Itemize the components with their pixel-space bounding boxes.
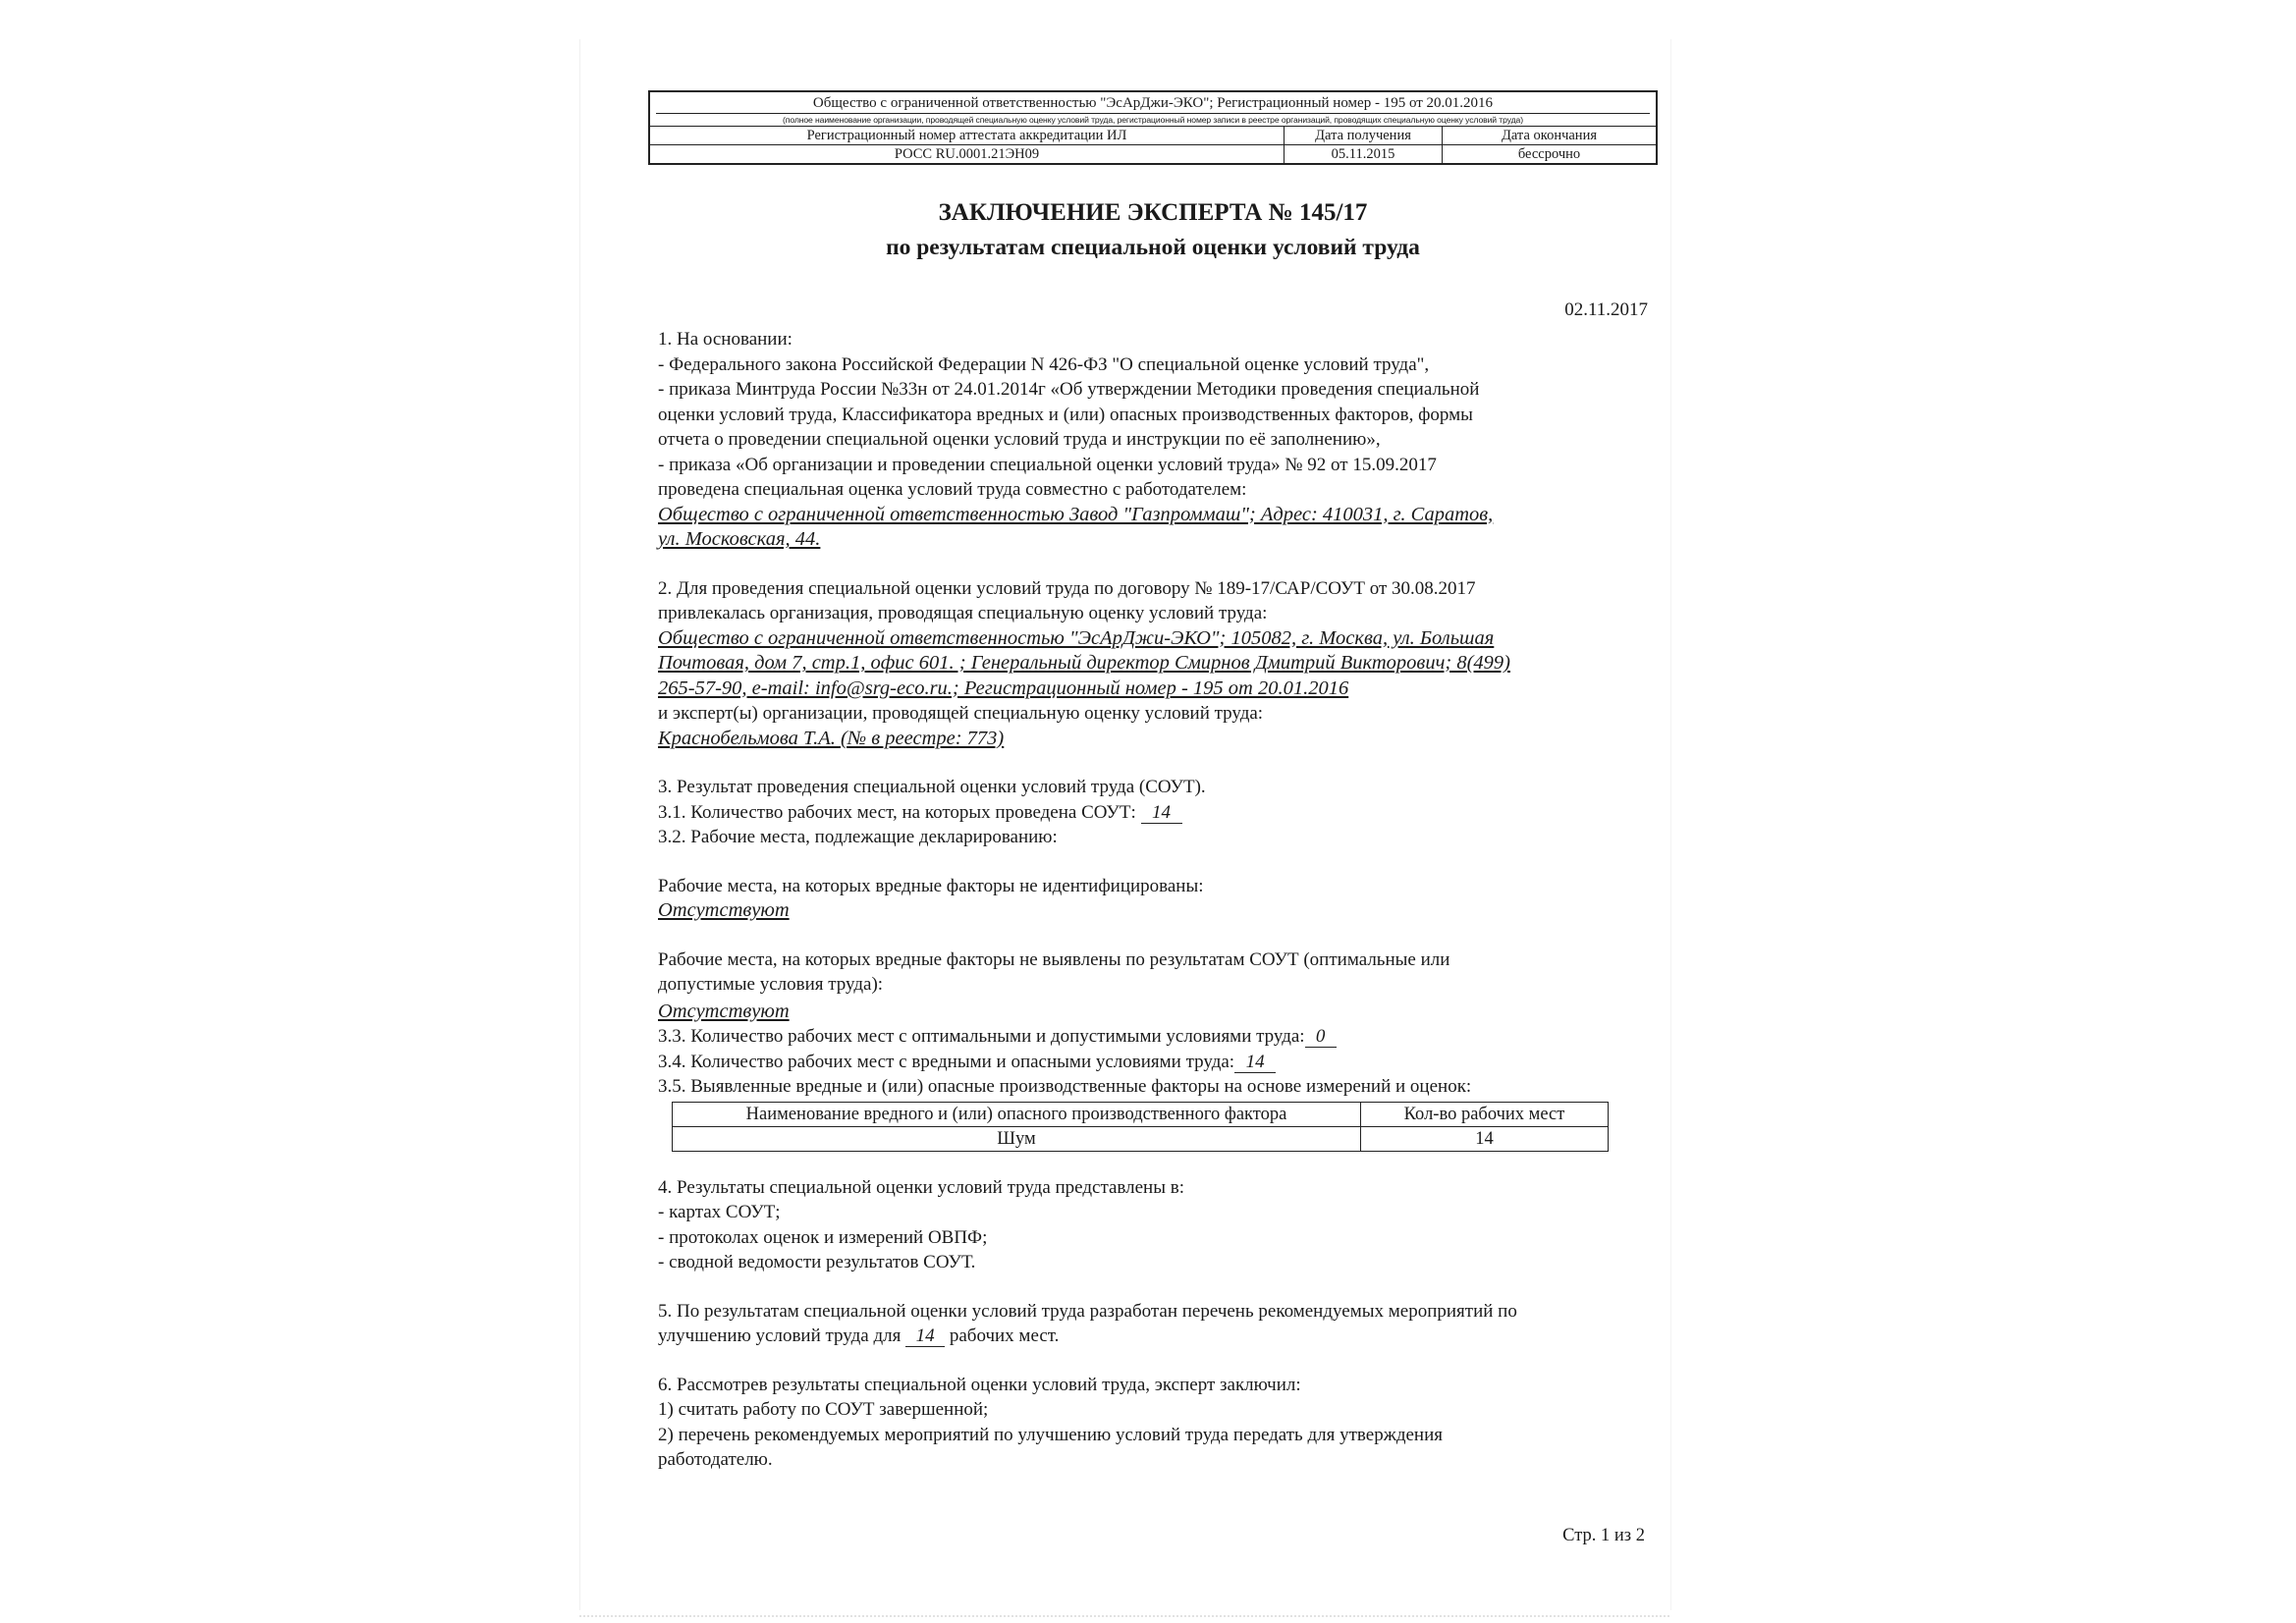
organization-caption: (полное наименование организации, проводящей специальную оценку условий труда, регистрационный номер записи в реестре организаций, проводящих специальную оценку условий труда) (783, 115, 1523, 125)
s31-label: 3.1. Количество рабочих мест, на которых проведена СОУТ: (658, 801, 1136, 823)
section1-line: - приказа «Об организации и проведении специальной оценки условий труда» № 92 от 15.09.2017 (658, 454, 1437, 475)
page-number: Стр. 1 из 2 (1562, 1526, 1645, 1545)
section1-line: оценки условий труда, Классификатора вредных и (или) опасных производственных факторов, формы (658, 404, 1473, 425)
section1-line: отчета о проведении специальной оценки условий труда и инструкции по её заполнению», (658, 429, 1381, 450)
assessor-organization: Общество с ограниченной ответственностью "ЭсАрДжи-ЭКО"; 105082, г. Москва, ул. Большая (658, 626, 1495, 649)
assessor-organization: 265-57-90, e-mail: info@srg-eco.ru.; Регистрационный номер - 195 от 20.01.2016 (658, 676, 1349, 699)
list-item: работодателю. (658, 1449, 773, 1470)
section4-heading: 4. Результаты специальной оценки условий труда представлены в: (658, 1176, 1184, 1198)
list-item: - картах СОУТ; (658, 1202, 781, 1222)
accreditation-table (650, 126, 1656, 163)
s35-label: 3.5. Выявленные вредные и (или) опасные производственные факторы на основе измерений и оценок: (658, 1076, 1472, 1097)
received-date-label: Дата получения (1285, 127, 1443, 145)
accreditation-number-label: Регистрационный номер аттестата аккредитации ИЛ (650, 127, 1285, 145)
s31-value: 14 (1141, 803, 1182, 824)
organization-name: Общество с ограниченной ответственностью "ЭсАрДжи-ЭКО"; Регистрационный номер - 195 от 20.01.2016 (812, 95, 1494, 111)
end-date-label: Дата окончания (1443, 127, 1657, 145)
factors-table (672, 1102, 1609, 1152)
section1-line: - Федерального закона Российской Федерации N 426-ФЗ "О специальной оценке условий труда", (658, 353, 1430, 375)
not-found-value: Отсутствуют (658, 1000, 790, 1022)
list-item: 2) перечень рекомендуемых мероприятий по улучшению условий труда передать для утверждения (658, 1424, 1444, 1445)
document-body (658, 327, 1660, 1473)
not-found-label: Рабочие места, на которых вредные факторы не выявлены по результатам СОУТ (оптимальные или (658, 948, 1450, 970)
document-title: ЗАКЛЮЧЕНИЕ ЭКСПЕРТА № 145/17 (938, 199, 1368, 226)
factor-name: Шум (673, 1126, 1361, 1151)
s34-value: 14 (1234, 1053, 1276, 1073)
list-item: 1) считать работу по СОУТ завершенной; (658, 1399, 989, 1420)
list-item: - сводной ведомости результатов СОУТ. (658, 1252, 976, 1272)
scan-edge (579, 1615, 1669, 1619)
document-subtitle: по результатам специальной оценки условий труда (886, 235, 1420, 260)
section5-value: 14 (905, 1326, 945, 1347)
factor-count: 14 (1361, 1126, 1609, 1151)
not-identified-label: Рабочие места, на которых вредные факторы не идентифицированы: (658, 875, 1204, 896)
section5-pre: улучшению условий труда для (658, 1325, 902, 1346)
section2-line: 2. Для проведения специальной оценки условий труда по договору № 189-17/САР/СОУТ от 30.08.2017 (658, 577, 1476, 599)
s34-label: 3.4. Количество рабочих мест с вредными и опасными условиями труда: (658, 1051, 1235, 1072)
received-date-value: 05.11.2015 (1285, 145, 1443, 164)
section2-line: и эксперт(ы) организации, проводящей специальную оценку условий труда: (658, 703, 1264, 724)
employer-address: ул. Московская, 44. (658, 528, 821, 550)
list-item: - протоколах оценок и измерений ОВПФ; (658, 1226, 988, 1248)
s33-label: 3.3. Количество рабочих мест с оптимальными и допустимыми условиями труда: (658, 1026, 1305, 1047)
assessor-organization: Почтовая, дом 7, стр.1, офис 601. ; Генеральный директор Смирнов Дмитрий Викторович; 8(499) (658, 652, 1510, 674)
s33-value: 0 (1305, 1027, 1337, 1048)
document-date: 02.11.2017 (1564, 299, 1648, 320)
section1-line: проведена специальная оценка условий труда совместно с работодателем: (658, 479, 1247, 500)
factors-header-count: Кол-во рабочих мест (1361, 1102, 1609, 1126)
end-date-value: бессрочно (1443, 145, 1657, 164)
organization-header (648, 90, 1658, 165)
s32-label: 3.2. Рабочие места, подлежащие декларированию: (658, 827, 1058, 847)
factors-header-name: Наименование вредного и (или) опасного производственного фактора (673, 1102, 1361, 1126)
section5-post: рабочих мест. (949, 1325, 1060, 1346)
not-found-label: допустимые условия труда): (658, 974, 884, 995)
expert-name: Краснобельмова Т.А. (№ в реестре: 773) (658, 727, 1005, 749)
not-identified-value: Отсутствуют (658, 899, 790, 921)
section1-heading: 1. На основании: (658, 329, 793, 350)
section5-line: 5. По результатам специальной оценки условий труда разработан перечень рекомендуемых мероприятий по (658, 1300, 1517, 1322)
table-row (673, 1126, 1609, 1151)
section3-heading: 3. Результат проведения специальной оценки условий труда (СОУТ). (658, 777, 1206, 797)
section1-line: - приказа Минтруда России №33н от 24.01.2014г «Об утверждении Методики проведения специальной (658, 379, 1480, 400)
employer-name: Общество с ограниченной ответственностью Завод "Газпроммаш"; Адрес: 410031, г. Саратов, (658, 503, 1494, 525)
section2-line: привлекалась организация, проводящая специальную оценку условий труда: (658, 603, 1268, 623)
section6-heading: 6. Рассмотрев результаты специальной оценки условий труда, эксперт заключил: (658, 1374, 1301, 1395)
accreditation-number-value: РОСС RU.0001.21ЭН09 (650, 145, 1285, 164)
